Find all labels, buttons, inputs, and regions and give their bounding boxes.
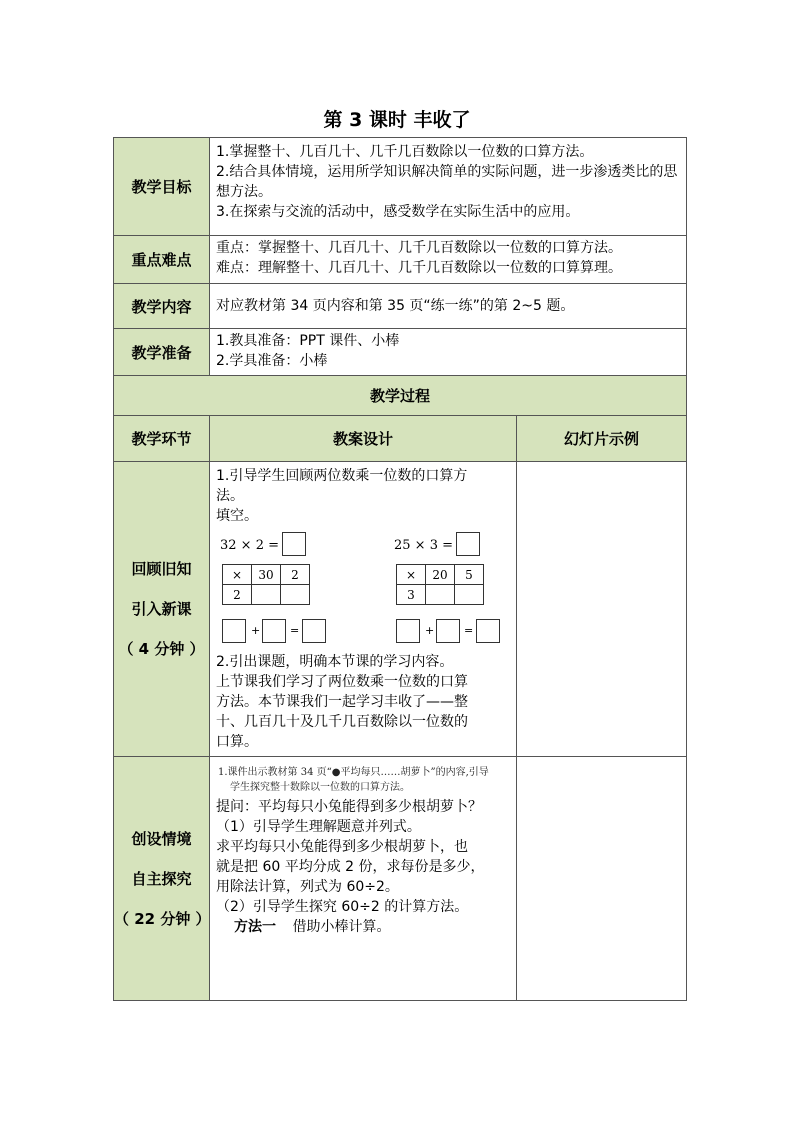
answer-box[interactable] xyxy=(396,619,420,643)
objective-line: 3.在探索与交流的活动中，感受数学在实际生活中的应用。 xyxy=(216,204,580,220)
grid-cell: 2 xyxy=(281,565,310,585)
objective-line: 2.结合具体情境，运用所学知识解决简单的实际问题，进一步渗透类比的思想方法。 xyxy=(216,164,678,200)
content-row xyxy=(114,284,687,329)
column-header-phase: 教学环节 xyxy=(114,416,210,462)
phase1-outro-line: 口算。 xyxy=(216,734,258,750)
phase2-name-line: 创设情境 xyxy=(131,829,192,848)
grid-answer-cell[interactable] xyxy=(455,585,484,605)
multiplication-grid-1 xyxy=(222,564,310,605)
equals-sign: = xyxy=(290,624,300,637)
phase2-duration: （ 22 分钟 ） xyxy=(114,909,211,928)
textbook-excerpt-line: 1.课件出示教材第 34 页“●平均每只……胡萝卜”的内容,引导 xyxy=(218,767,489,778)
phase1-outro-line: 上节课我们学习了两位数乘一位数的口算 xyxy=(216,674,468,690)
multiplication-grid-2 xyxy=(396,564,484,605)
preparation-text xyxy=(210,329,686,375)
grid-cell: 20 xyxy=(426,565,455,585)
phase1-duration: （ 4 分钟 ） xyxy=(118,640,205,658)
phase1-intro-line: 填空。 xyxy=(216,508,258,524)
answer-box[interactable] xyxy=(302,619,326,643)
method-text: 借助小棒计算。 xyxy=(292,919,391,935)
equation-2: 25 × 3 = xyxy=(394,538,453,553)
objective-line: 1.掌握整十、几百几十、几千几百数除以一位数的口算方法。 xyxy=(216,144,594,160)
phase1-design xyxy=(210,462,517,757)
phase2-text xyxy=(210,797,516,941)
key-points-label: 重点难点 xyxy=(114,236,210,284)
page-title: 第 3 课时 丰收了 xyxy=(323,109,471,131)
phase1-slides xyxy=(517,462,687,757)
grid-cell: × xyxy=(397,565,426,585)
grid-cell: 3 xyxy=(397,585,426,605)
process-header: 教学过程 xyxy=(114,376,687,416)
phase1-intro-line: 1.引导学生回顾两位数乘一位数的口算方 xyxy=(216,468,468,484)
column-header-design: 教案设计 xyxy=(210,416,517,462)
phase2-line: 求平均每只小兔能得到多少根胡萝卜，也 xyxy=(216,839,468,855)
phase1-outro xyxy=(210,648,516,756)
method-label: 方法一 xyxy=(234,919,276,935)
phase1-outro-line: 方法。本节课我们一起学习丰收了——整 xyxy=(216,694,468,710)
preparation-line: 1.教具准备：PPT 课件、小棒 xyxy=(216,333,400,349)
equals-sign: = xyxy=(464,624,474,637)
key-points-row xyxy=(114,236,687,284)
answer-box[interactable] xyxy=(456,532,480,556)
phase1-name-line: 引入新课 xyxy=(131,600,192,618)
equation-1: 32 × 2 = xyxy=(220,538,279,553)
objectives-text xyxy=(210,138,686,226)
grid-cell: × xyxy=(223,565,252,585)
column-header-row xyxy=(114,416,687,462)
phase2-line: （2）引导学生探究 60÷2 的计算方法。 xyxy=(216,899,469,915)
textbook-excerpt xyxy=(210,757,516,797)
answer-box[interactable] xyxy=(282,532,306,556)
phase2-name-line: 自主探究 xyxy=(131,869,192,888)
phase2-slides xyxy=(517,757,687,1001)
phase2-line: 提问：平均每只小兔能得到多少根胡萝卜？ xyxy=(216,799,482,815)
plus-sign: + xyxy=(251,624,261,637)
preparation-row xyxy=(114,329,687,376)
key-points-text xyxy=(210,236,686,282)
lesson-plan-table xyxy=(113,137,687,1001)
phase2-name xyxy=(114,757,210,1001)
content-text: 对应教材第 34 页内容和第 35 页“练一练”的第 2~5 题。 xyxy=(216,298,575,314)
key-point-line: 重点：掌握整十、几百几十、几千几百数除以一位数的口算方法。 xyxy=(216,240,622,256)
phase1-outro-line: 十、几百几十及几千几百数除以一位数的 xyxy=(216,714,468,730)
phase1-name-line: 回顾旧知 xyxy=(131,560,192,578)
objectives-row xyxy=(114,138,687,236)
phase1-name xyxy=(114,462,210,757)
answer-box[interactable] xyxy=(436,619,460,643)
textbook-excerpt-line: 学生探究整十数除以一位数的口算方法。 xyxy=(230,782,410,793)
preparation-label: 教学准备 xyxy=(114,329,210,376)
phase1-row xyxy=(114,462,687,757)
phase1-intro-line: 法。 xyxy=(216,488,244,504)
grid-answer-cell[interactable] xyxy=(252,585,281,605)
grid-cell: 30 xyxy=(252,565,281,585)
objectives-label: 教学目标 xyxy=(114,138,210,236)
key-point-line: 难点：理解整十、几百几十、几千几百数除以一位数的口算算理。 xyxy=(216,260,622,276)
column-header-slides: 幻灯片示例 xyxy=(517,416,687,462)
answer-box[interactable] xyxy=(476,619,500,643)
grid-answer-cell[interactable] xyxy=(281,585,310,605)
method-line xyxy=(216,917,510,937)
content-label: 教学内容 xyxy=(114,284,210,329)
plus-sign: + xyxy=(425,624,435,637)
answer-box[interactable] xyxy=(262,619,286,643)
grid-answer-cell[interactable] xyxy=(426,585,455,605)
process-header-row xyxy=(114,376,687,416)
phase2-line: （1）引导学生理解题意并列式。 xyxy=(216,819,421,835)
phase2-line: 用除法计算，列式为 60÷2。 xyxy=(216,879,399,895)
phase2-line: 就是把 60 平均分成 2 份，求每份是多少， xyxy=(216,859,485,875)
grid-cell: 2 xyxy=(223,585,252,605)
grid-cell: 5 xyxy=(455,565,484,585)
phase2-row xyxy=(114,757,687,1001)
phase1-intro xyxy=(210,462,516,530)
phase1-outro-line: 2.引出课题，明确本节课的学习内容。 xyxy=(216,654,454,670)
answer-box[interactable] xyxy=(222,619,246,643)
preparation-line: 2.学具准备：小棒 xyxy=(216,353,328,369)
phase2-design xyxy=(210,757,517,1001)
